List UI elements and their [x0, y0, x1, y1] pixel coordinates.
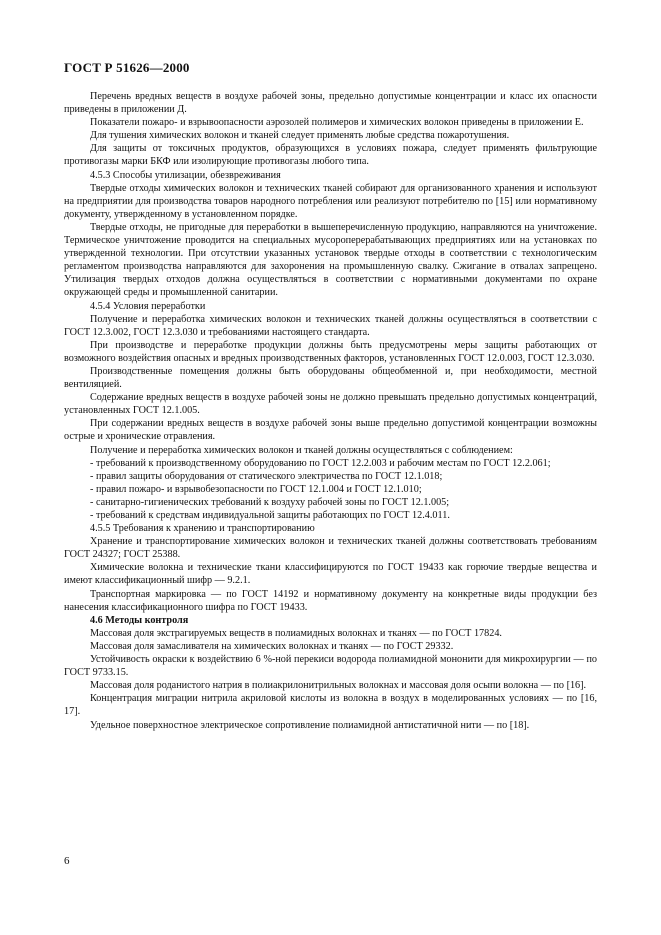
paragraph: Хранение и транспортирование химических волокон и технических тканей должны соответствовать требованиям ГОСТ 24327; ГОСТ 25388. [64, 536, 597, 561]
paragraph: Удельное поверхностное электрическое сопротивление полиамидной антистатичной нити — по [18]. [90, 719, 530, 731]
paragraph: Производственные помещения должны быть оборудованы общеобменной и, при необходимости, местной вентиляцией. [64, 365, 597, 391]
paragraph: При производстве и переработке продукции должны быть предусмотрены меры защиты работающих от возможного воздействия опасных и вредных производственных факторов, установленных ГОСТ 12.0.003, ГОСТ 12.3.030. [64, 339, 597, 364]
list-item: - требований к средствам индивидуальной защиты работающих по ГОСТ 12.4.011. [90, 510, 450, 521]
paragraph: Транспортная маркировка — по ГОСТ 14192 и нормативному документу на конкретные виды продукции без нанесения классификационного шифра по ГОСТ 19433. [64, 588, 597, 613]
paragraph: Твердые отходы химических волокон и технических тканей собирают для организованного хранения и используют на предприятии для производства товаров народного потребления или реализуют потребителю по [15] или нормативному документу, утвержденному в установленном порядке. [64, 182, 597, 220]
paragraph: Показатели пожаро- и взрывоопасности аэрозолей полимеров и химических волокон приведены в приложении Е. [90, 117, 584, 129]
paragraph: Для тушения химических волокон и тканей следует применять любые средства пожаротушения. [90, 130, 510, 142]
page-number: 6 [64, 855, 70, 867]
paragraph: Устойчивость окраски к воздействию 6 %-ной перекиси водорода полиамидной мононити для микрохирургии — по ГОСТ 9733.15. [64, 654, 597, 679]
document-body [64, 90, 597, 732]
paragraph: Получение и переработка химических волокон и технических тканей должны осуществляться в соответствии с ГОСТ 12.3.002, ГОСТ 12.3.030 и требованиями настоящего стандарта. [64, 313, 597, 338]
paragraph: При содержании вредных веществ в воздухе рабочей зоны выше предельно допустимой концентрации возможны острые и хронические отравления. [64, 418, 597, 443]
paragraph: Массовая доля замасливателя на химических волокнах и тканях — по ГОСТ 29332. [90, 640, 454, 652]
section-heading: 4.5.5 Требования к хранению и транспортированию [90, 523, 315, 535]
section-heading: 4.5.4 Условия переработки [90, 300, 206, 312]
paragraph: Химические волокна и технические ткани классифицируются по ГОСТ 19433 как горючие твердые вещества и имеют классификационный шифр — 9.2.1. [64, 562, 597, 587]
paragraph: Для защиты от токсичных продуктов, образующихся в условиях пожара, следует применять фильтрующие противогазы марки БКФ или изолирующие противогазы любого типа. [64, 143, 597, 168]
list-item: - требований к производственному оборудованию по ГОСТ 12.2.003 и рабочим местам по ГОСТ 12.2.061; [90, 457, 551, 469]
list-item: - правил пожаро- и взрывобезопасности по ГОСТ 12.1.004 и ГОСТ 12.1.010; [90, 483, 422, 495]
list-item: - правил защиты оборудования от статического электричества по ГОСТ 12.1.018; [90, 470, 443, 482]
section-heading-bold: 4.6 Методы контроля [90, 614, 189, 626]
paragraph: Массовая доля экстрагируемых веществ в полиамидных волокнах и тканях — по ГОСТ 17824. [90, 627, 502, 639]
paragraph: Концентрация миграции нитрила акриловой кислоты из волокна в воздух в моделированных условиях — по [16, 17]. [64, 693, 597, 718]
paragraph: Содержание вредных веществ в воздухе рабочей зоны не должно превышать предельно допустимых концентраций, установленных ГОСТ 12.1.005. [64, 392, 597, 417]
paragraph: Массовая доля роданистого натрия в полиакрилонитрильных волокнах и массовая доля осыпи волокна — по [16]. [90, 680, 587, 692]
paragraph: Перечень вредных веществ в воздухе рабочей зоны, предельно допустимые концентрации и класс их опасности приведены в приложении Д. [64, 91, 597, 116]
paragraph: Твердые отходы, не пригодные для переработки в вышеперечисленную продукцию, направляются на уничтожение. Термическое уничтожение проводится на специальных мусороперерабатывающих предприятиях или на установках по утвержденной технологии. При отсутствии указанных установок твердые отходы в соответствии с технологическим регламентом производства направляются для захоронения на промышленную свалку. Сжигание в отвалах запрещено. Утилизация твердых отходов должна осуществляться в соответствии с нормативными документами по охране окружающей среды и промышленной санитарии. [64, 221, 597, 299]
document-header: ГОСТ Р 51626—2000 [64, 60, 190, 75]
paragraph: Получение и переработка химических волокон и тканей должны осуществляться с соблюдением: [90, 444, 513, 456]
section-heading: 4.5.3 Способы утилизации, обезвреживания [90, 169, 281, 181]
list-item: - санитарно-гигиенических требований к воздуху рабочей зоны по ГОСТ 12.1.005; [90, 496, 450, 508]
